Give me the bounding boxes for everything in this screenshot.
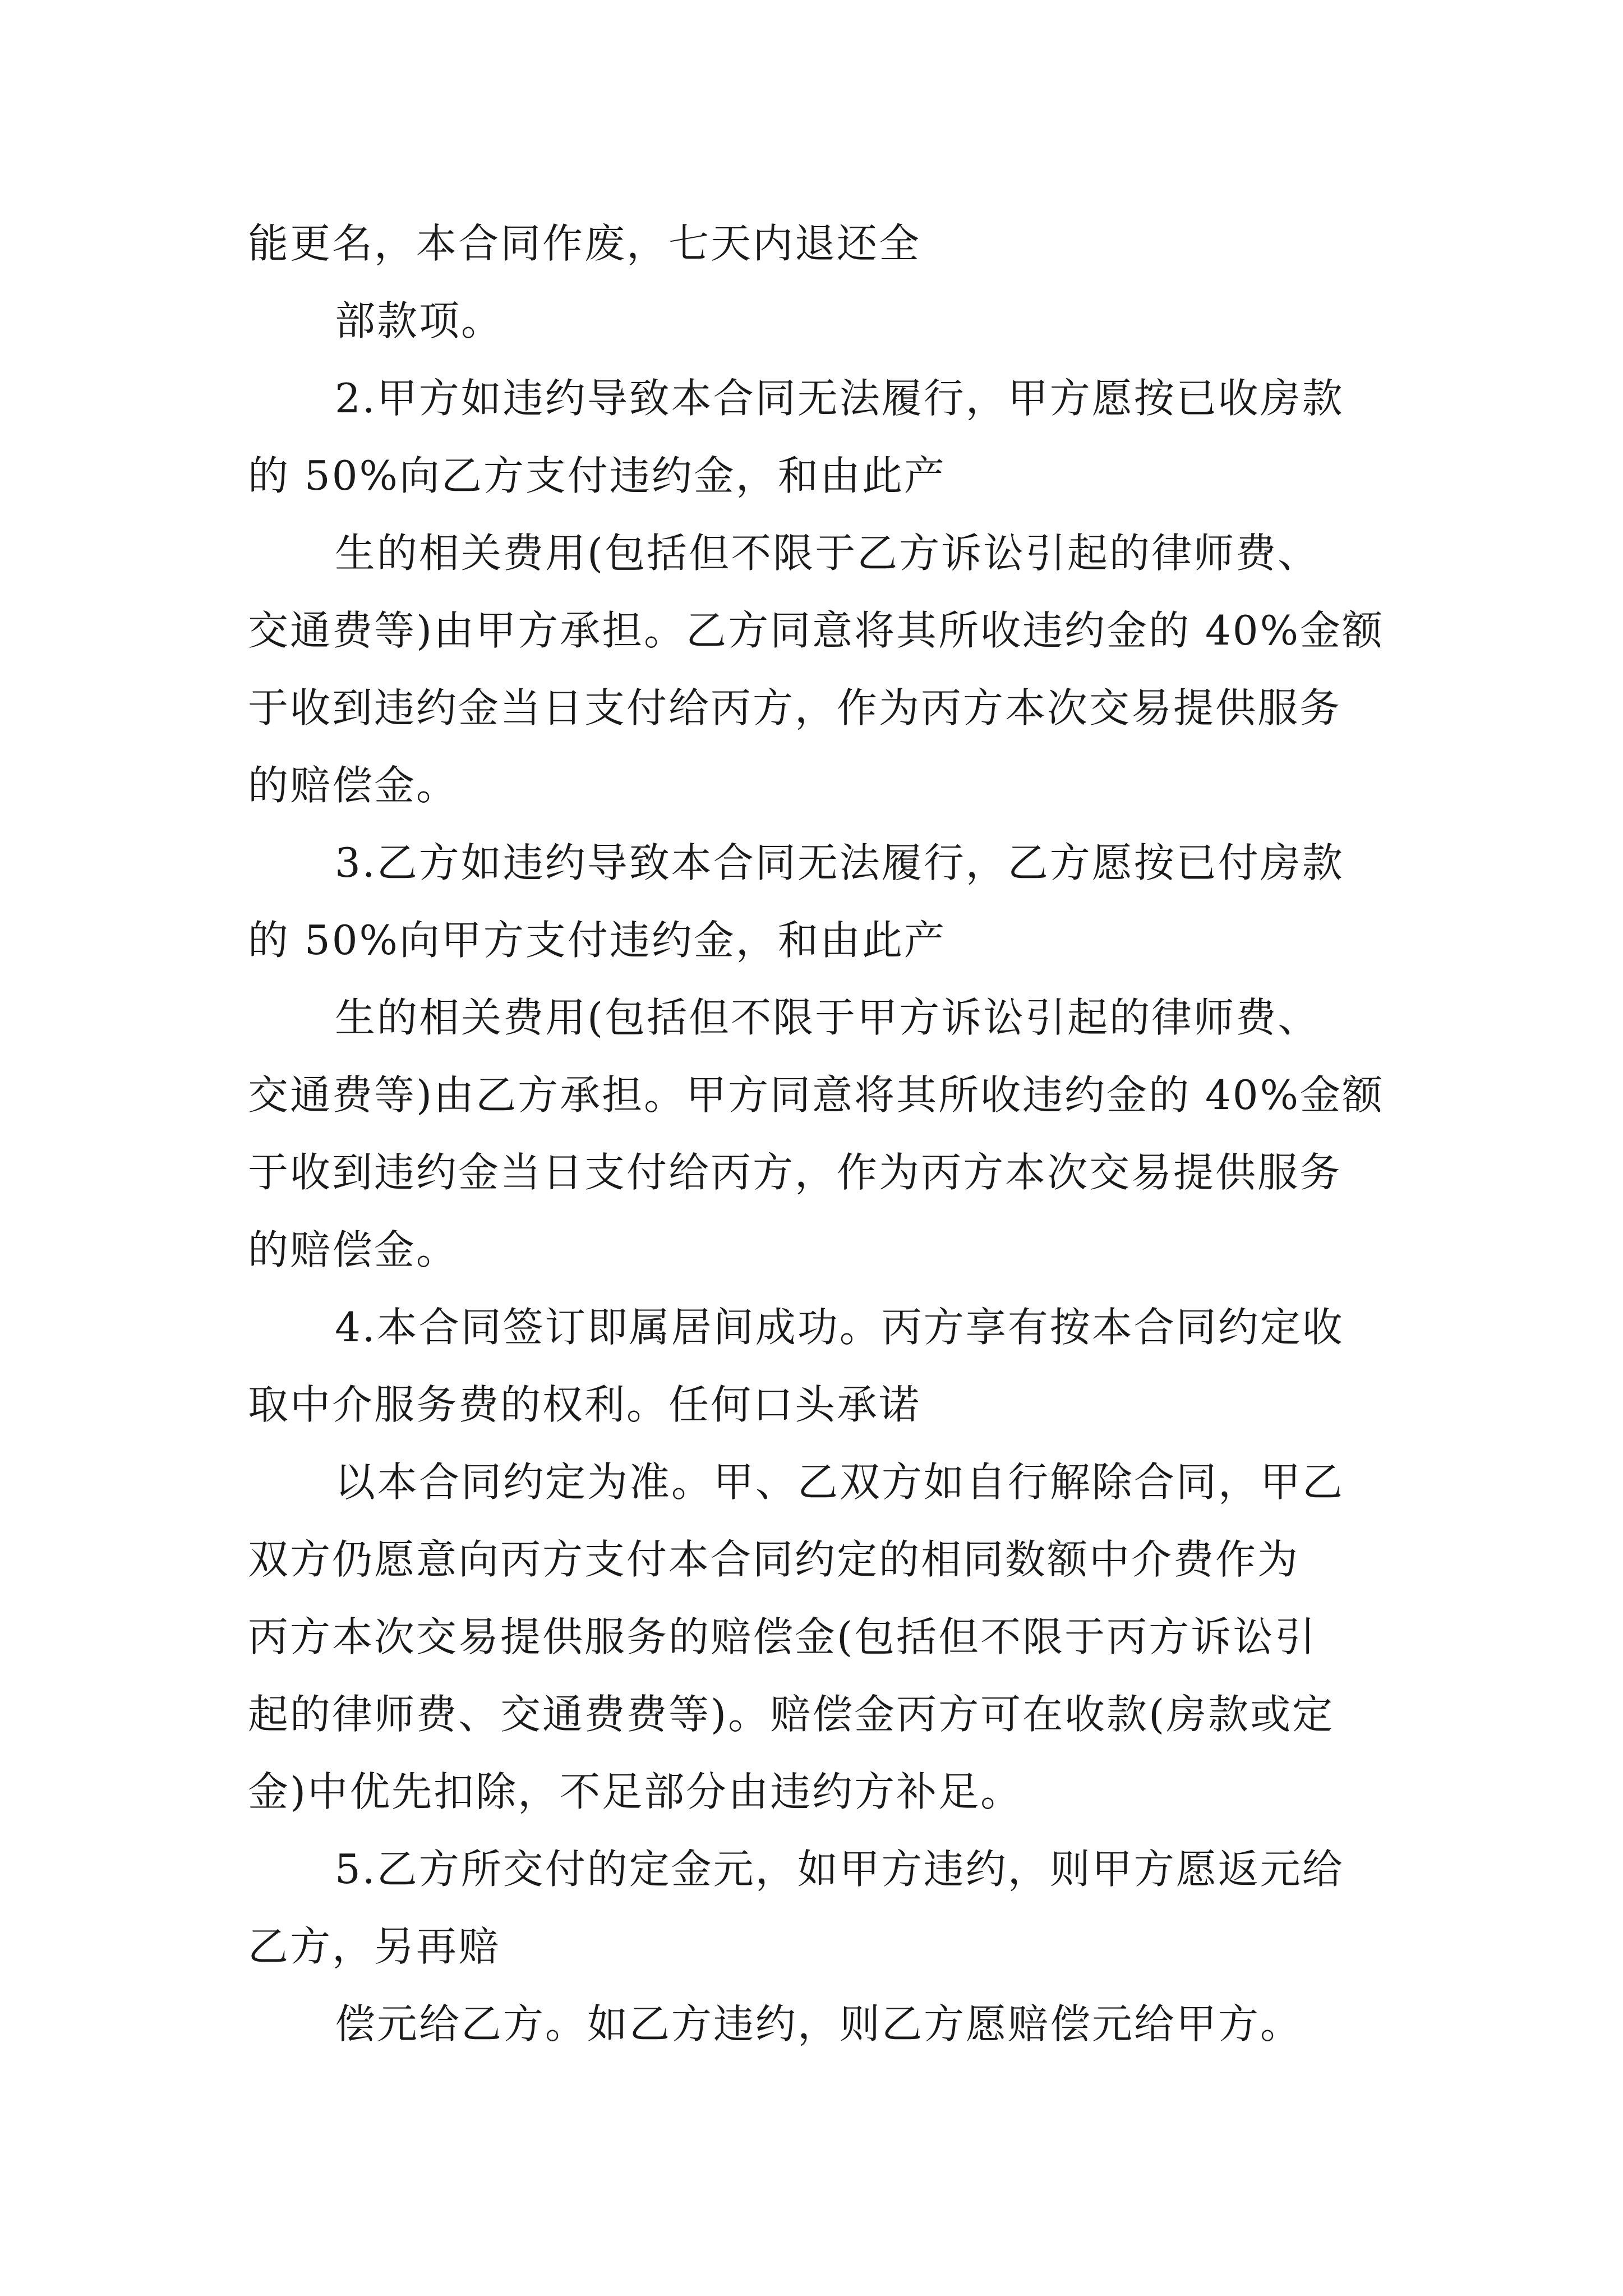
text-line: 交通费等)由乙方承担。甲方同意将其所收违约金的 40%金额 xyxy=(248,1071,1385,1119)
contract-body-text xyxy=(248,205,1392,2063)
text-line: 于收到违约金当日支付给丙方，作为丙方本次交易提供服务 xyxy=(248,1149,1342,1196)
text-line: 于收到违约金当日支付给丙方，作为丙方本次交易提供服务 xyxy=(248,684,1342,731)
text-line: 的 50%向甲方支付违约金，和由此产 xyxy=(248,917,946,964)
text-line: 4.本合同签订即属居间成功。丙方享有按本合同约定收 xyxy=(335,1304,1344,1351)
text-line: 部款项。 xyxy=(335,297,504,344)
text-line: 5.乙方所交付的定金元，如甲方违约，则甲方愿返元给 xyxy=(335,1846,1344,1893)
text-line: 起的律师费、交通费费等)。赔偿金丙方可在收款(房款或定 xyxy=(248,1691,1335,1738)
text-line: 生的相关费用(包括但不限于甲方诉讼引起的律师费、 xyxy=(335,994,1320,1041)
text-line: 乙方，另再赔 xyxy=(248,1923,501,1970)
text-line: 以本合同约定为准。甲、乙双方如自行解除合同，甲乙 xyxy=(335,1458,1345,1506)
text-line: 生的相关费用(包括但不限于乙方诉讼引起的律师费、 xyxy=(335,530,1320,577)
text-line: 的 50%向乙方支付违约金，和由此产 xyxy=(248,452,946,499)
text-line: 双方仍愿意向丙方支付本合同约定的相同数额中介费作为 xyxy=(248,1536,1300,1583)
text-line: 取中介服务费的权利。任何口头承诺 xyxy=(248,1381,921,1428)
text-line: 能更名，本合同作废，七天内退还全 xyxy=(248,220,921,267)
text-line: 金)中优先扣除，不足部分由违约方补足。 xyxy=(248,1768,1023,1815)
text-line: 的赔偿金。 xyxy=(248,1226,459,1273)
text-line: 丙方本次交易提供服务的赔偿金(包括但不限于丙方诉讼引 xyxy=(248,1613,1317,1660)
text-line: 3.乙方如违约导致本合同无法履行，乙方愿按已付房款 xyxy=(335,839,1344,886)
text-line: 交通费等)由甲方承担。乙方同意将其所收违约金的 40%金额 xyxy=(248,607,1385,654)
text-line: 2.甲方如违约导致本合同无法履行，甲方愿按已收房款 xyxy=(335,375,1344,422)
text-line: 的赔偿金。 xyxy=(248,762,459,809)
text-line: 偿元给乙方。如乙方违约，则乙方愿赔偿元给甲方。 xyxy=(335,2000,1303,2047)
